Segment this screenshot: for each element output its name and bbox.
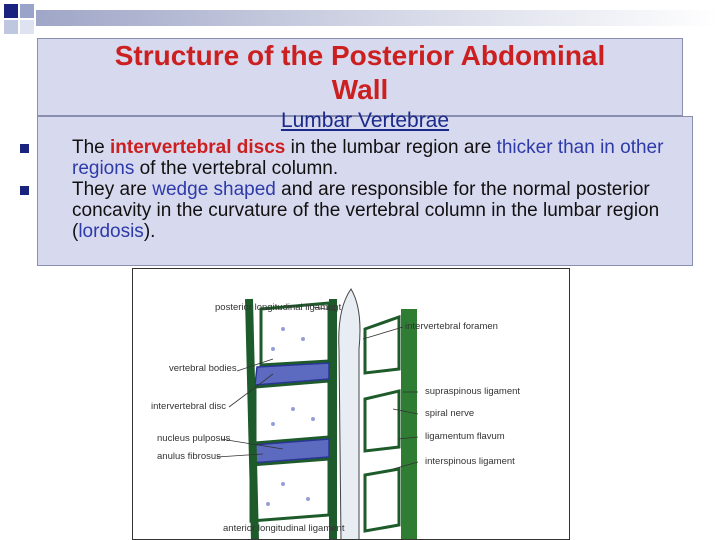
corner-square-pale bbox=[20, 20, 34, 34]
slide-title-line1: Structure of the Posterior Abdominal bbox=[114, 40, 606, 71]
corner-square-dark bbox=[4, 4, 18, 18]
bullet-text: ). bbox=[143, 221, 156, 242]
content-panel bbox=[37, 109, 693, 266]
bullet-text: They are bbox=[72, 179, 153, 200]
vertebral-body bbox=[255, 381, 329, 443]
bullet-list bbox=[38, 137, 692, 242]
label-anulus-fibrosus: anulus fibrosus bbox=[157, 451, 221, 462]
bullet-text: of the vertebral column. bbox=[134, 158, 339, 179]
bullet-keyword: intervertebral discs bbox=[110, 137, 286, 158]
vertebral-body bbox=[251, 459, 329, 521]
label-posterior-longitudinal-ligament: posterior longitudinal ligament bbox=[215, 302, 342, 313]
bullet-marker-icon bbox=[20, 144, 29, 153]
bullet-item bbox=[38, 179, 692, 242]
bullet-item bbox=[38, 137, 692, 179]
spine-illustration bbox=[132, 268, 570, 540]
label-vertebral-bodies: vertebral bodies bbox=[169, 363, 237, 374]
header-gradient-band bbox=[36, 10, 720, 26]
label-anterior-longitudinal-ligament: anterior longitudinal ligament bbox=[223, 523, 345, 534]
title-panel bbox=[37, 38, 683, 116]
bullet-text: The bbox=[72, 137, 111, 158]
corner-square-light bbox=[4, 20, 18, 34]
spinal-canal-shape bbox=[339, 289, 360, 540]
spinous-processes-group bbox=[365, 317, 399, 531]
label-intervertebral-disc: intervertebral disc bbox=[151, 401, 226, 412]
supraspinous-ligament-shape bbox=[401, 309, 417, 540]
slide-subtitle: Lumbar Vertebrae bbox=[280, 109, 450, 132]
label-intervertebral-foramen: intervertebral foramen bbox=[405, 321, 498, 332]
label-nucleus-pulposus: nucleus pulposus bbox=[157, 433, 231, 444]
vertebral-bodies-group bbox=[251, 303, 329, 521]
label-spinal-nerve: spiral nerve bbox=[425, 408, 475, 419]
label-ligamentum-flavum: ligamentum flavum bbox=[425, 431, 505, 442]
bullet-text: in the lumbar region are bbox=[285, 137, 497, 158]
corner-square-mid bbox=[20, 4, 34, 18]
label-supraspinous-ligament: supraspinous ligament bbox=[425, 386, 521, 397]
bullet-highlight: lordosis bbox=[78, 221, 144, 242]
bullet-highlight: thicker than in other regions bbox=[72, 137, 664, 179]
bullet-text: and are responsible for the normal posterior concavity in the curvature of the vertebral column in the lumbar region ( bbox=[72, 179, 660, 242]
bullet-marker-icon bbox=[20, 186, 29, 195]
label-interspinous-ligament: interspinous ligament bbox=[425, 456, 515, 467]
slide-title-line2: Wall bbox=[331, 74, 389, 105]
slide-title bbox=[38, 39, 682, 107]
bullet-highlight: wedge shaped bbox=[152, 179, 276, 200]
